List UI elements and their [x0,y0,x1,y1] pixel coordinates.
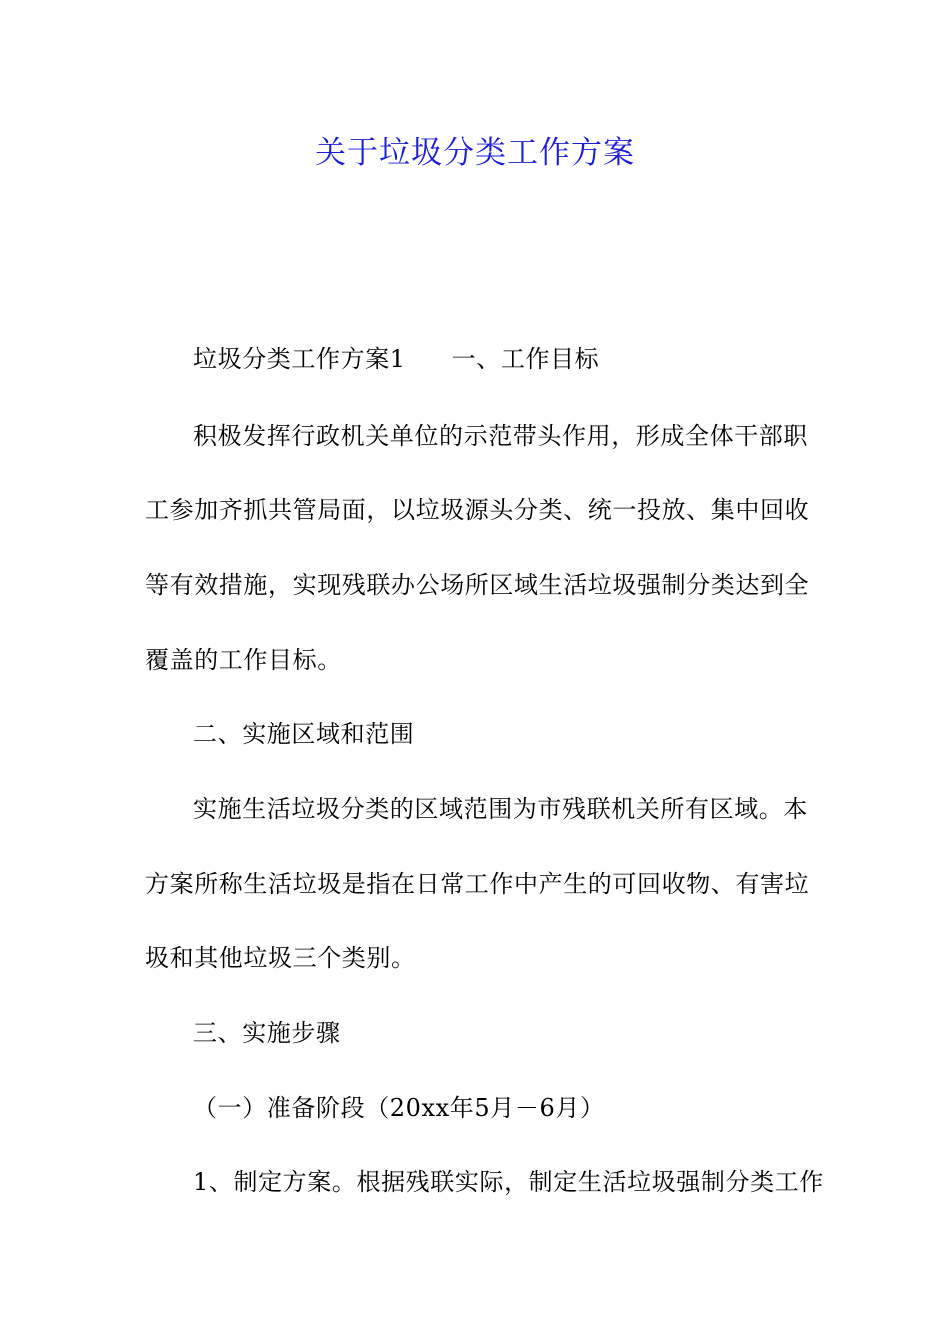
paragraph-line: 积极发挥行政机关单位的示范带头作用，形成全体干部职 [193,422,808,450]
paragraph-line: 圾和其他垃圾三个类别。 [145,944,416,972]
section-heading-plan-1: 垃圾分类工作方案1 [193,345,406,373]
section-heading-work-goal: 一、工作目标 [451,345,600,373]
document-title: 关于垃圾分类工作方案 [315,135,635,171]
section-heading-scope: 二、实施区域和范围 [193,720,415,748]
subsection-heading-preparation: （一）准备阶段（20xx年5月－6月） [193,1094,605,1122]
paragraph-line: 工参加齐抓共管局面，以垃圾源头分类、统一投放、集中回收 [145,496,810,524]
paragraph-line: 等有效措施，实现残联办公场所区域生活垃圾强制分类达到全 [145,571,810,599]
paragraph-line: 1、制定方案。根据残联实际，制定生活垃圾强制分类工作 [193,1168,824,1196]
paragraph-line: 方案所称生活垃圾是指在日常工作中产生的可回收物、有害垃 [145,870,810,898]
section-heading-steps: 三、实施步骤 [193,1019,341,1047]
paragraph-heading-line [193,341,599,377]
paragraph-line: 实施生活垃圾分类的区域范围为市残联机关所有区域。本 [193,795,808,823]
paragraph-line: 覆盖的工作目标。 [145,646,342,674]
